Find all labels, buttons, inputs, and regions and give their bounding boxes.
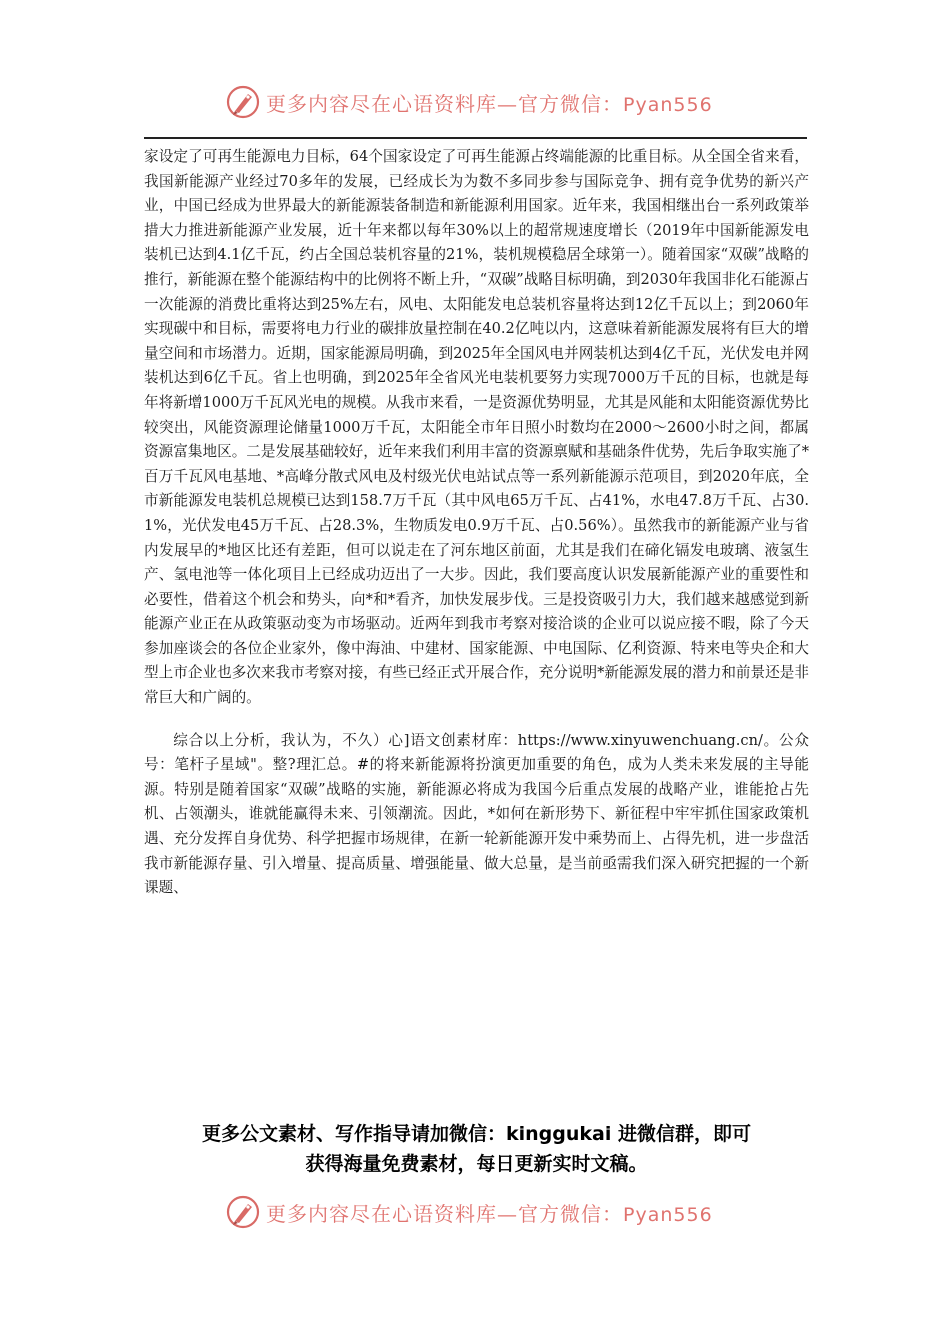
pen-nib-logo-icon xyxy=(226,85,260,119)
footer-banner xyxy=(0,1192,950,1232)
footer-wechat-id: Pyan556 xyxy=(623,1203,713,1226)
pen-nib-logo-icon xyxy=(226,1195,260,1229)
promo-line-1: 更多公文素材、写作指导请加微信：kinggukai 进微信群，即可 xyxy=(202,1123,751,1145)
header-divider xyxy=(144,137,807,139)
body-paragraph-1: 家设定了可再生能源电力目标，64个国家设定了可再生能源占终端能源的比重目标。从全国全省来看，我国新能源产业经过70多年的发展，已经成长为为数不多同步参与国际竞争、拥有竞争优势的新兴产业，中国已经成为世界最大的新能源装备制造和新能源利用国家。近年来，我国相继出台一系列政策举措大力推进新能源产业发展，近十年来都以每年30%以上的超常规速度增长（2019年中国新能源发电装机已达到4.1亿千瓦，约占全国总装机容量的21%，装机规模稳居全球第一）。随着国家“双碳”战略的推行，新能源在整个能源结构中的比例将不断上升，“双碳”战略目标明确，到2030年我国非化石能源占一次能源的消费比重将达到25%左右，风电、太阳能发电总装机容量将达到12亿千瓦以上；到2060年实现碳中和目标，需要将电力行业的碳排放量控制在40.2亿吨以内，这意味着新能源发展将有巨大的增量空间和市场潜力。近期，国家能源局明确，到2025年全国风电并网装机达到4亿千瓦，光伏发电并网装机达到6亿千瓦。省上也明确，到2025年全省风光电装机要努力实现7000万千瓦的目标，也就是每年将新增1000万千瓦风光电的规模。从我市来看，一是资源优势明显，尤其是风能和太阳能资源优势比较突出，风能资源理论储量1000万千瓦，太阳能全市年日照小时数均在2000～2600小时之间，都属资源富集地区。二是发展基础较好，近年来我们利用丰富的资源禀赋和基础条件优势，先后争取实施了*百万千瓦风电基地、*高峰分散式风电及村级光伏电站试点等一系列新能源示范项目，到2020年底，全市新能源发电装机总规模已达到158.7万千瓦（其中风电65万千瓦、占41%，水电47.8万千瓦、占30.1%，光伏发电45万千瓦、占28.3%，生物质发电0.9万千瓦、占0.56%）。虽然我市的新能源产业与省内发展早的*地区比还有差距，但可以说走在了河东地区前面，尤其是我们在碲化镉发电玻璃、液氢生产、氢电池等一体化项目上已经成功迈出了一大步。因此，我们要高度认识发展新能源产业的重要性和必要性，借着这个机会和势头，向*和*看齐，加快发展步伐。三是投资吸引力大，我们越来越感觉到新能源产业正在从政策驱动变为市场驱动。近两年到我市考察对接洽谈的企业可以说应接不暇，除了今天参加座谈会的各位企业家外，像中海油、中建材、国家能源、中电国际、亿利资源、特来电等央企和大型上市企业也多次来我市考察对接，有些已经正式开展合作，充分说明*新能源发展的潜力和前景还是非常巨大和广阔的。 xyxy=(144,148,810,707)
promo-notice xyxy=(144,1119,809,1179)
header-wechat-id: Pyan556 xyxy=(623,93,713,116)
body-paragraph-2: 综合以上分析，我认为，不久）心]语文创素材库：https://www.xinyuwenchuang.cn/。公众号：笔杆子星域"。整?理汇总。#的将来新能源将扮演更加重要的角色，成为人类未来发展的主导能源。特别是随着国家“双碳”战略的实施，新能源必将成为我国今后重点发展的战略产业，谁能抢占先机、占领潮头，谁就能赢得未来、引领潮流。因此，*如何在新形势下、新征程中牢牢抓住国家政策机遇、充分发挥自身优势、科学把握市场规律，在新一轮新能源开发中乘势而上、占得先机，进一步盘活我市新能源存量、引入增量、提高质量、增强能量、做大总量，是当前亟需我们深入研究把握的一个新课题、 xyxy=(144,731,809,897)
header-banner-text: 更多内容尽在心语资料库—官方微信：Pyan556 xyxy=(266,91,713,116)
footer-banner-text: 更多内容尽在心语资料库—官方微信：Pyan556 xyxy=(266,1201,713,1226)
header-banner xyxy=(0,82,950,122)
promo-line-2: 获得海量免费素材，每日更新实时文稿。 xyxy=(305,1153,648,1175)
document-body xyxy=(144,145,809,901)
